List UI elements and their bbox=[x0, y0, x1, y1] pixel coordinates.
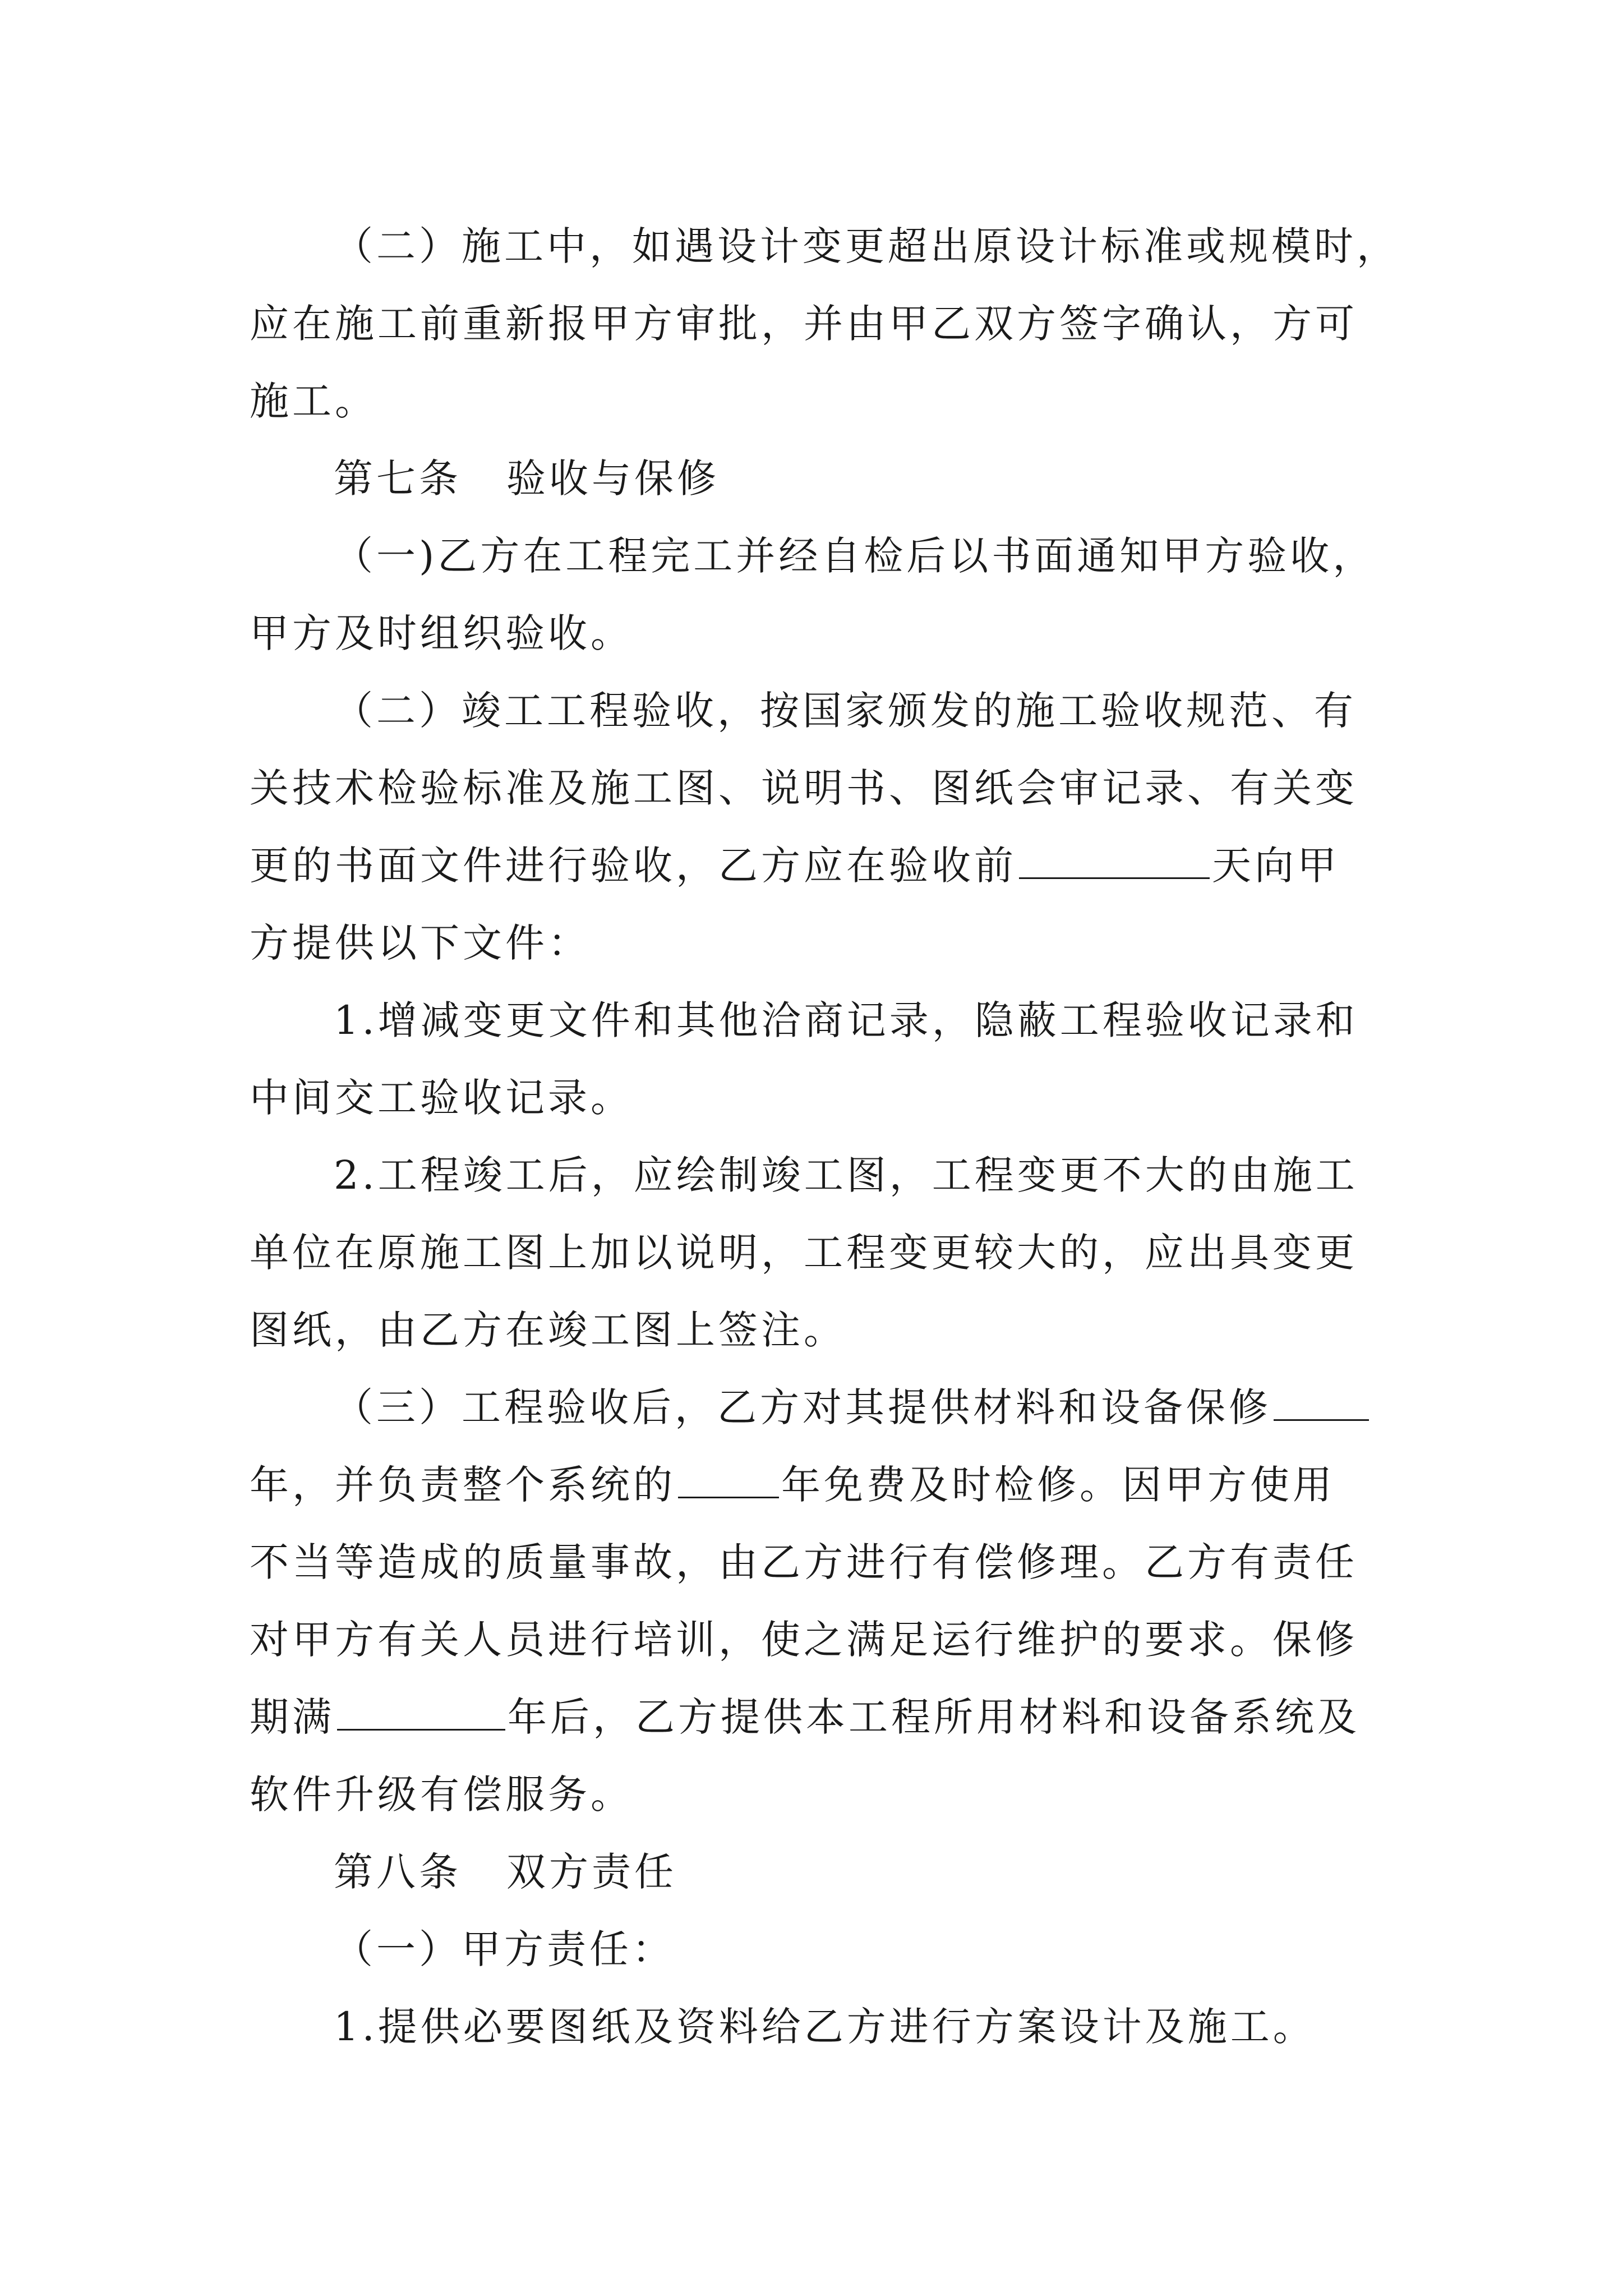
days-blank-field[interactable] bbox=[1019, 843, 1210, 879]
paragraph-warranty bbox=[250, 1369, 1394, 1833]
list-item-as-built-drawings bbox=[250, 1137, 1394, 1369]
text-line: 关技术检验标准及施工图、说明书、图纸会审记录、有关变 bbox=[250, 765, 1358, 811]
upgrade-years-blank-field[interactable] bbox=[337, 1694, 505, 1731]
text-line: 中间交工验收记录。 bbox=[250, 1075, 633, 1121]
text-line: 单位在原施工图上加以说明，工程变更较大的，应出具变更 bbox=[250, 1230, 1358, 1276]
article-title: 双方责任 bbox=[506, 1849, 677, 1895]
paragraph-acceptance-notice bbox=[250, 517, 1394, 672]
text-line: 甲方及时组织验收。 bbox=[250, 610, 633, 656]
text-line: 方提供以下文件： bbox=[250, 920, 591, 966]
text-line: 软件升级有偿服务。 bbox=[250, 1772, 633, 1818]
article-number: 第七条 bbox=[334, 455, 462, 501]
text-line: 2.工程竣工后，应绘制竣工图，工程变更不大的由施工 bbox=[334, 1152, 1358, 1198]
text-line: （三）工程验收后，乙方对其提供材料和设备保修 bbox=[250, 1369, 1394, 1446]
party-a-responsibilities-heading: （一）甲方责任： bbox=[334, 1926, 675, 1972]
article-8-heading bbox=[250, 1833, 1394, 1911]
text-line: 不当等造成的质量事故，由乙方进行有偿修理。乙方有责任 bbox=[250, 1539, 1358, 1585]
text-line: 图纸，由乙方在竣工图上签注。 bbox=[250, 1307, 846, 1353]
free-maintenance-years-blank-field[interactable] bbox=[678, 1462, 779, 1498]
paragraph-completion-acceptance bbox=[250, 672, 1394, 982]
text-line: 应在施工前重新报甲方审批，并由甲乙双方签字确认，方可 bbox=[250, 301, 1358, 347]
warranty-years-blank-field[interactable] bbox=[1274, 1384, 1369, 1421]
text-line: 年，并负责整个系统的 年免费及时检修。因甲方使用 bbox=[250, 1462, 1335, 1508]
text-line: 更的书面文件进行验收，乙方应在验收前 天向甲 bbox=[250, 843, 1340, 889]
list-item-provide-drawings: 1.提供必要图纸及资料给乙方进行方案设计及施工。 bbox=[334, 2004, 1316, 2050]
paragraph-design-change bbox=[250, 208, 1399, 440]
article-title: 验收与保修 bbox=[506, 455, 720, 501]
text-line: （二）竣工工程验收，按国家颁发的施工验收规范、有 bbox=[334, 688, 1357, 734]
text-line: 1.增减变更文件和其他洽商记录，隐蔽工程验收记录和 bbox=[334, 997, 1358, 1043]
text-line: （一)乙方在工程完工并经自检后以书面通知甲方验收， bbox=[334, 533, 1376, 579]
text-line: 施工。 bbox=[250, 378, 377, 424]
text-line: 对甲方有关人员进行培训，使之满足运行维护的要求。保修 bbox=[250, 1617, 1358, 1663]
text-line: （二）施工中，如遇设计变更超出原设计标准或规模时， bbox=[334, 223, 1399, 269]
document-body bbox=[250, 208, 1399, 2065]
article-7-heading bbox=[250, 440, 1394, 517]
article-number: 第八条 bbox=[334, 1849, 462, 1895]
list-item-change-records bbox=[250, 982, 1394, 1137]
text-line: 期满 年后，乙方提供本工程所用材料和设备系统及 bbox=[250, 1694, 1360, 1740]
